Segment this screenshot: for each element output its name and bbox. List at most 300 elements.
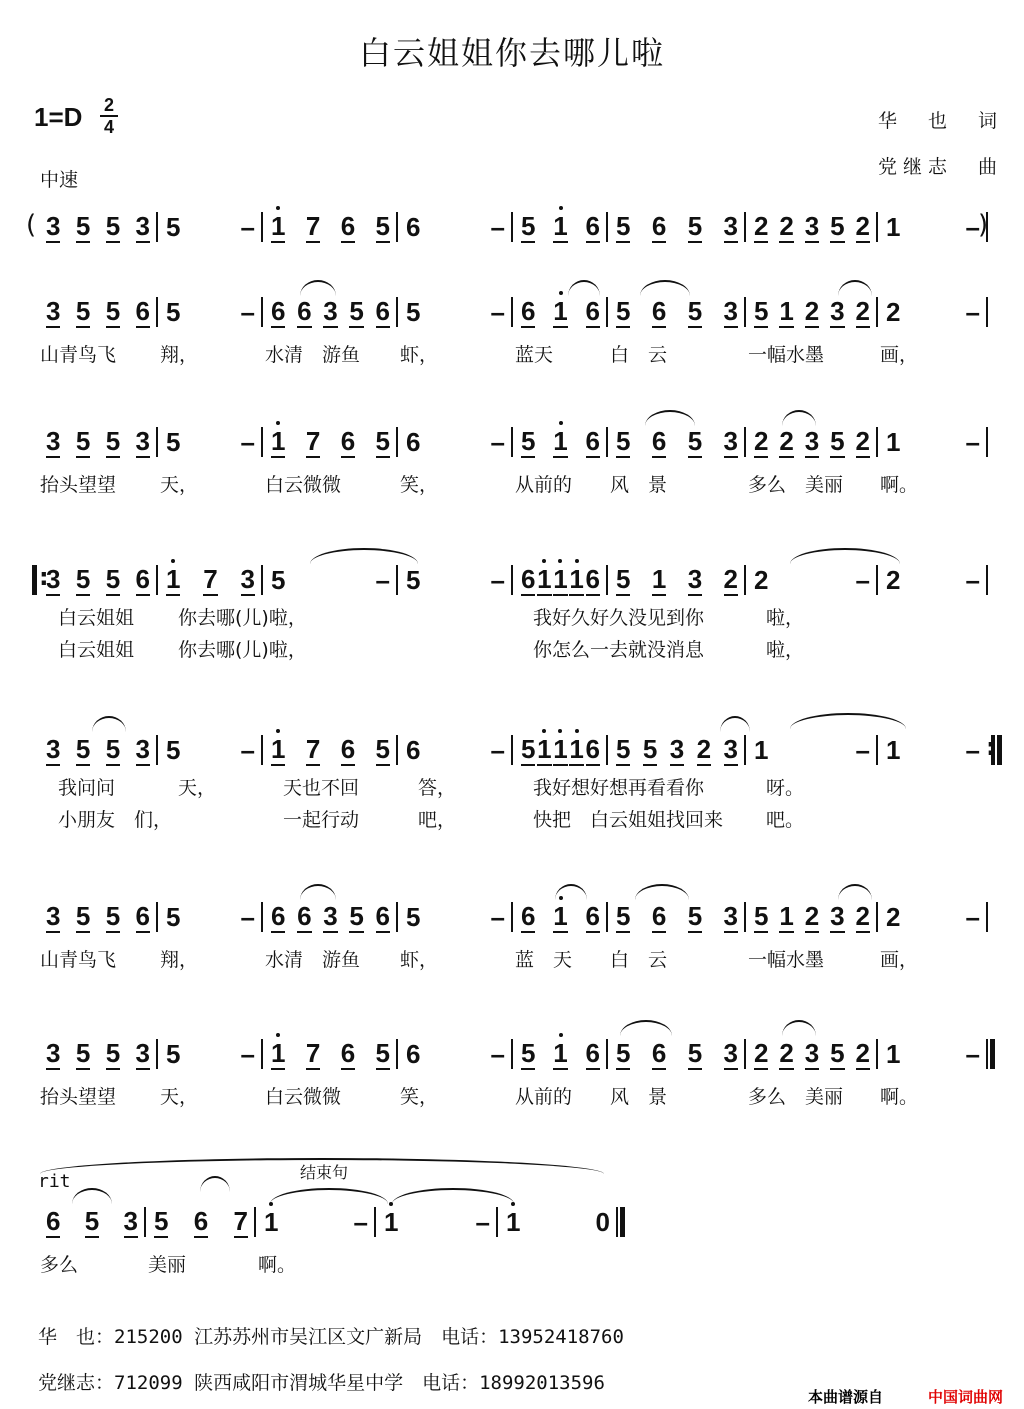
note: 6 [651, 426, 667, 456]
barline [876, 427, 878, 457]
slur-mark [270, 1188, 388, 1204]
lyric-text: 翔， [160, 344, 199, 366]
note: 5 [687, 426, 703, 456]
octave-dot [276, 206, 280, 210]
lyric-text: 画， [880, 949, 919, 971]
watermark-source: 本曲谱源自 [808, 1388, 884, 1406]
lyric-text: 啊。 [880, 1086, 919, 1108]
lyric-text: 多么 美丽 [748, 474, 844, 496]
measure [610, 900, 744, 934]
high-note: 1 [537, 734, 551, 766]
slur-mark [782, 410, 816, 426]
lyric-text: 白 云 [610, 344, 668, 366]
measure [515, 733, 606, 767]
note: 6 [340, 1038, 356, 1068]
note: 2 [754, 211, 769, 241]
measure [40, 425, 156, 459]
ending-label: 结束句 [300, 1163, 349, 1182]
note: 3 [723, 734, 738, 764]
note: 5 [687, 296, 703, 326]
measure [610, 733, 744, 767]
note: 7 [233, 1206, 248, 1236]
score-line-5 [0, 733, 1024, 767]
dash-note: – [965, 297, 980, 327]
barline [744, 212, 746, 242]
measure [160, 425, 261, 459]
lyric-text: 从前的 [515, 474, 573, 496]
high-note: 1 [506, 1207, 520, 1237]
note: 5 [521, 426, 536, 456]
note: 5 [349, 296, 364, 326]
lyric-row [0, 1082, 1024, 1110]
note: 3 [46, 901, 61, 931]
note: 5 [616, 734, 631, 764]
note: 1 [886, 735, 901, 765]
note: 3 [830, 901, 845, 931]
note: 6 [193, 1206, 209, 1236]
note: 1 [651, 564, 667, 594]
note: 6 [406, 212, 421, 242]
barline [511, 735, 513, 765]
barline [606, 565, 608, 595]
high-note: 1 [271, 426, 285, 458]
slur-mark [790, 548, 900, 564]
composer-credit: 党继志 曲 [878, 156, 1004, 178]
note: 5 [271, 565, 286, 595]
note: 5 [166, 902, 181, 932]
measure [265, 900, 396, 934]
barline [511, 902, 513, 932]
note: 5 [75, 426, 91, 456]
note: 5 [375, 211, 390, 241]
note: 5 [105, 734, 121, 764]
octave-dot [558, 729, 562, 733]
meter-bottom: 4 [103, 117, 114, 137]
note: 5 [616, 211, 631, 241]
octave-dot [276, 421, 280, 425]
measure [40, 563, 156, 597]
measure [748, 295, 876, 329]
note: 5 [166, 297, 181, 327]
slur-mark [392, 1188, 514, 1204]
lyric-text: 啊。 [880, 474, 919, 496]
barline [261, 735, 263, 765]
note: 5 [105, 211, 121, 241]
measure [515, 425, 606, 459]
barline [511, 565, 513, 595]
note: 2 [779, 211, 794, 241]
dash-note: – [855, 565, 870, 595]
note: 5 [166, 735, 181, 765]
dash-note: – [965, 427, 980, 457]
note: 6 [135, 296, 150, 326]
note: 6 [135, 901, 150, 931]
note: 3 [135, 211, 150, 241]
note: 2 [804, 901, 820, 931]
note: 6 [406, 735, 421, 765]
note: 2 [855, 1038, 870, 1068]
measure [880, 295, 986, 329]
lyric-text: 一幅水墨 [748, 949, 825, 971]
barline [744, 297, 746, 327]
note: 5 [75, 211, 91, 241]
note: 6 [585, 296, 600, 326]
note: 7 [305, 426, 321, 456]
note: 5 [521, 1038, 536, 1068]
note: 5 [84, 1206, 100, 1236]
high-note: 1 [553, 901, 567, 933]
high-note: 1 [271, 1038, 285, 1070]
note: 2 [754, 1038, 769, 1068]
note: 3 [46, 211, 61, 241]
high-note: 1 [166, 564, 180, 596]
note: 5 [166, 212, 181, 242]
measure [400, 210, 511, 244]
measure [265, 295, 396, 329]
note: 5 [754, 901, 769, 931]
note: 5 [830, 211, 845, 241]
note: 6 [585, 426, 600, 456]
barline [396, 1039, 398, 1069]
lyric-text: 就没消息 [628, 639, 705, 661]
lyric-text: 小朋友 们， [58, 809, 173, 831]
note: 6 [340, 734, 356, 764]
contact-lyricist: 华 也：215200 江苏苏州市吴江区文广新局 电话：13952418760 [38, 1326, 624, 1348]
note: 3 [723, 901, 738, 931]
note: 6 [406, 1039, 421, 1069]
octave-dot [542, 559, 546, 563]
lyric-text: 你去哪(儿)啦， [178, 607, 307, 629]
measure [400, 1037, 511, 1071]
note: 3 [804, 211, 820, 241]
note: 5 [616, 426, 631, 456]
note: 5 [105, 564, 121, 594]
measure [160, 563, 261, 597]
note: 6 [585, 734, 600, 764]
barline [261, 1039, 263, 1069]
dash-note: – [240, 1039, 255, 1069]
measure [515, 1037, 606, 1071]
note: 6 [297, 296, 312, 326]
note: 1 [886, 1039, 901, 1069]
lyric-text: 多么 美丽 [748, 1086, 844, 1108]
lyric-row [0, 1250, 1024, 1278]
dash-note: – [965, 212, 980, 242]
dash-note: – [965, 565, 980, 595]
lyricist-credit: 华 也 词 [878, 110, 1004, 132]
lyric-text: 你去哪(儿)啦， [178, 639, 307, 661]
high-note: 1 [553, 564, 567, 596]
score-line-6 [0, 900, 1024, 934]
dash-note: – [490, 1039, 505, 1069]
note: 6 [651, 296, 667, 326]
note: 7 [305, 734, 321, 764]
high-note: 1 [553, 1038, 567, 1070]
measure [160, 900, 261, 934]
note: 3 [804, 1038, 820, 1068]
lyric-text: 白云微微 [265, 1086, 342, 1108]
dash-note: – [965, 735, 980, 765]
note: 3 [46, 564, 61, 594]
lyric-text: 答， [418, 777, 457, 799]
measure [610, 1037, 744, 1071]
high-note: 1 [271, 734, 285, 766]
dash-note: – [240, 735, 255, 765]
slur-mark [300, 884, 336, 900]
barline [254, 1207, 256, 1237]
note: 2 [855, 426, 870, 456]
measure [748, 733, 876, 767]
note: 3 [123, 1206, 138, 1236]
dash-note: – [240, 212, 255, 242]
note: 6 [297, 901, 312, 931]
lyric-text: 姐姐找回来 [628, 809, 724, 831]
note: 5 [75, 564, 91, 594]
tempo-marking: 中速 [40, 169, 79, 191]
note: 5 [616, 564, 631, 594]
note: 5 [375, 1038, 390, 1068]
slur-mark [838, 884, 872, 900]
measure [880, 425, 986, 459]
note: 5 [521, 211, 536, 241]
high-note: 1 [264, 1207, 278, 1237]
lyric-text: 山青鸟飞 [40, 344, 117, 366]
note: 5 [406, 297, 421, 327]
lyric-text: 呀。 [766, 777, 805, 799]
dash-note: – [353, 1207, 368, 1237]
note: 3 [669, 734, 685, 764]
barline [511, 212, 513, 242]
note: 5 [521, 734, 536, 764]
slur-mark [640, 280, 690, 296]
octave-dot [559, 421, 563, 425]
measure [515, 563, 606, 597]
note: 5 [375, 426, 390, 456]
note: 5 [75, 296, 91, 326]
note: 5 [616, 1038, 631, 1068]
score-line-2 [0, 295, 1024, 329]
dash-note: – [965, 1039, 980, 1069]
measure [515, 900, 606, 934]
barline [396, 297, 398, 327]
note: 6 [521, 901, 536, 931]
note: 6 [521, 296, 536, 326]
lyric-text: 多么 [40, 1254, 79, 1276]
measure [160, 295, 261, 329]
slur-mark [645, 410, 695, 426]
note: 5 [754, 296, 769, 326]
measure [880, 210, 989, 244]
lyric-text: 一幅水墨 [748, 344, 825, 366]
lyric-text: 山青鸟飞 [40, 949, 117, 971]
key-signature: 1=D [34, 102, 83, 132]
lyric-text: 白云姐姐 [58, 639, 135, 661]
note: 5 [616, 296, 631, 326]
lyric-row [0, 805, 1024, 833]
measure [400, 295, 511, 329]
lyric-row [0, 340, 1024, 368]
barline [144, 1207, 146, 1237]
note: 5 [105, 901, 121, 931]
slur-mark [568, 280, 600, 296]
barline [876, 212, 878, 242]
lyric-text: 抬头望望 [40, 1086, 117, 1108]
note: 2 [855, 901, 870, 931]
octave-dot [558, 559, 562, 563]
dash-note: – [240, 902, 255, 932]
measure [610, 563, 744, 597]
score-line-3 [0, 425, 1024, 459]
octave-dot [575, 559, 579, 563]
slur-mark [300, 280, 336, 296]
lyric-row [0, 603, 1024, 631]
note: 0 [595, 1207, 610, 1237]
meter-top: 2 [103, 95, 114, 115]
lyric-text: 虾， [400, 344, 439, 366]
barline [986, 565, 988, 595]
high-note: 1 [553, 426, 567, 458]
intro-close-paren: ) [978, 210, 989, 240]
high-note: 1 [271, 211, 285, 243]
measure [265, 210, 396, 244]
note: 2 [886, 902, 901, 932]
lyric-text: 美丽 [148, 1254, 187, 1276]
measure [748, 210, 876, 244]
note: 5 [75, 1038, 91, 1068]
lyric-text: 蓝 天 [515, 949, 573, 971]
note: 6 [375, 901, 390, 931]
octave-dot [276, 1033, 280, 1037]
lyric-text: 再看看你 [628, 777, 705, 799]
lyric-text: 没见到你 [628, 607, 705, 629]
barline [744, 902, 746, 932]
lyric-text: 天， [178, 777, 217, 799]
slur-mark [40, 1158, 604, 1174]
high-note: 1 [384, 1207, 398, 1237]
note: 3 [323, 901, 338, 931]
note: 3 [46, 426, 61, 456]
measure [40, 210, 156, 244]
measure [748, 425, 876, 459]
note: 2 [696, 734, 712, 764]
measure [400, 900, 511, 934]
high-note: 1 [569, 734, 583, 766]
measure [880, 733, 986, 767]
contact-composer: 党继志：712099 陕西咸阳市渭城华星中学 电话：18992013596 [38, 1372, 605, 1394]
note: 2 [855, 296, 870, 326]
dash-note: – [490, 735, 505, 765]
barline [744, 1039, 746, 1069]
measure [265, 733, 396, 767]
barline [744, 735, 746, 765]
barline [396, 427, 398, 457]
watermark-site: 中国词曲网 [928, 1388, 1004, 1406]
lyric-text: 我好久好久 [533, 607, 629, 629]
measure [880, 900, 986, 934]
note: 6 [340, 211, 356, 241]
lyric-text: 从前的 [515, 1086, 573, 1108]
note: 6 [585, 1038, 600, 1068]
lyric-text: 我问问 [58, 777, 116, 799]
note: 5 [166, 427, 181, 457]
note: 3 [723, 296, 738, 326]
measure [160, 210, 261, 244]
slur-mark [72, 1188, 112, 1204]
barline [606, 902, 608, 932]
note: 3 [723, 426, 738, 456]
note: 6 [135, 564, 150, 594]
dash-note: – [965, 902, 980, 932]
dash-note: – [490, 212, 505, 242]
lyric-text: 风 景 [610, 1086, 668, 1108]
dash-note: – [855, 735, 870, 765]
dash-note: – [375, 565, 390, 595]
lyric-text: 天也不回 [283, 777, 360, 799]
note: 5 [830, 426, 845, 456]
measure [160, 1037, 261, 1071]
lyric-text: 笑， [400, 474, 439, 496]
note: 5 [642, 734, 658, 764]
barline [374, 1207, 376, 1237]
barline [876, 902, 878, 932]
barline [496, 1207, 498, 1237]
final-barline [986, 1039, 995, 1069]
note: 1 [886, 427, 901, 457]
note: 1 [886, 212, 901, 242]
note: 5 [166, 1039, 181, 1069]
octave-dot [559, 1033, 563, 1037]
barline [606, 427, 608, 457]
barline [156, 565, 158, 595]
note: 6 [271, 296, 286, 326]
barline [156, 1039, 158, 1069]
note: 6 [521, 564, 536, 594]
note: 5 [154, 1206, 169, 1236]
measure [40, 733, 156, 767]
barline [986, 297, 988, 327]
barline [511, 297, 513, 327]
lyric-text: 天， [160, 474, 199, 496]
note: 3 [135, 426, 150, 456]
barline [606, 1039, 608, 1069]
note: 2 [723, 564, 738, 594]
barline [986, 902, 988, 932]
barline [261, 902, 263, 932]
measure [880, 1037, 986, 1071]
measure [610, 210, 744, 244]
note: 5 [349, 901, 364, 931]
score-line-7 [0, 1037, 1024, 1071]
note: 7 [203, 564, 218, 594]
lyric-text: 吧。 [766, 809, 805, 831]
lyric-text: 啊。 [258, 1254, 297, 1276]
measure [160, 733, 261, 767]
barline [396, 902, 398, 932]
high-note: 1 [569, 564, 583, 596]
barline [606, 297, 608, 327]
note: 1 [779, 296, 794, 326]
lyric-text: 风 景 [610, 474, 668, 496]
time-signature [100, 96, 118, 136]
note: 5 [105, 1038, 121, 1068]
barline [986, 427, 988, 457]
measure [500, 1205, 616, 1239]
note: 5 [75, 734, 91, 764]
high-note: 1 [553, 211, 567, 243]
note: 1 [779, 901, 794, 931]
barline [261, 565, 263, 595]
measure [610, 295, 744, 329]
